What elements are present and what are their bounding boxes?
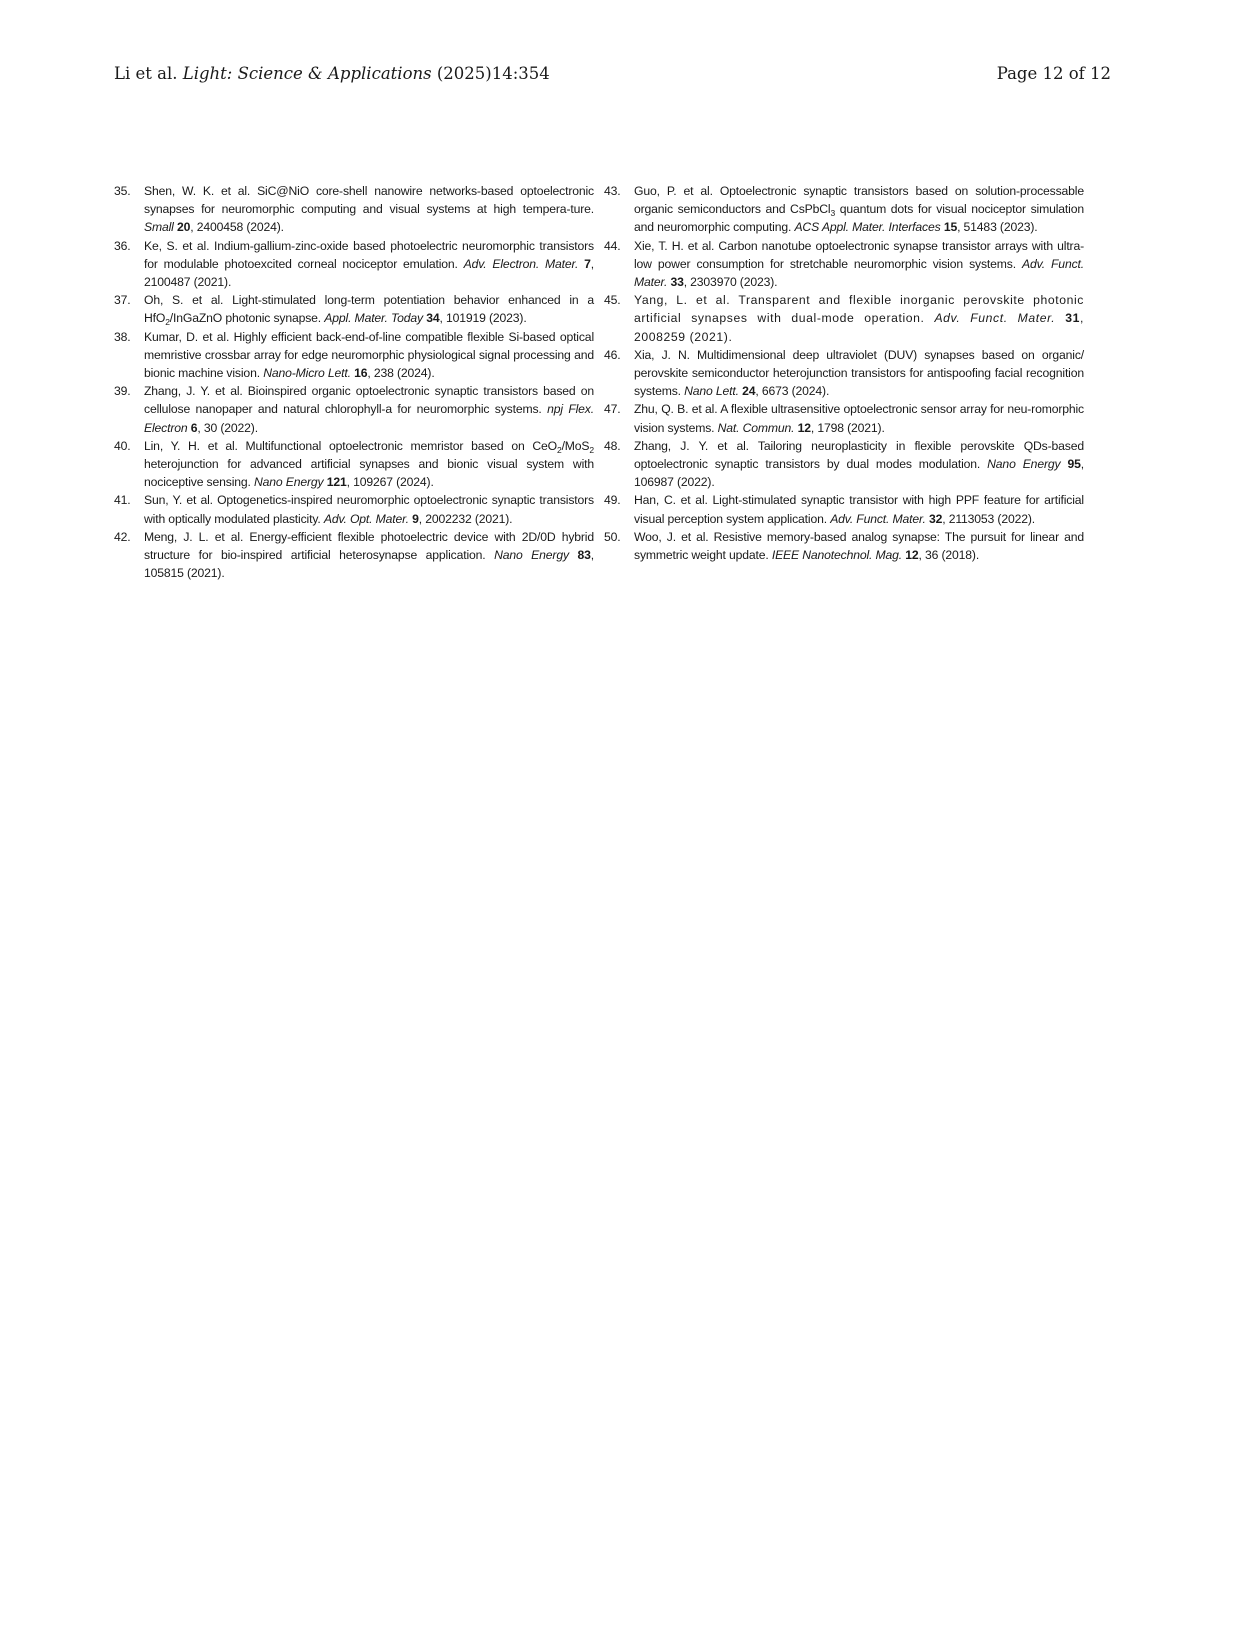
- running-title: [114, 64, 550, 83]
- reference-text: Xie, T. H. et al. Carbon nanotube optoelectronic synapse transistor arrays with ultra-low power consumption for stretchable neuromorphic vision systems. Adv. Funct. Mater. 33, 2303970 (2023).: [634, 238, 1084, 290]
- reference-item: [114, 528, 594, 583]
- reference-item: [604, 182, 1084, 237]
- reference-volume: 31: [1065, 311, 1080, 326]
- reference-text: Woo, J. et al. Resistive memory-based analog synapse: The pursuit for linear and symmetric weight update. IEEE Nanotechnol. Mag. 12, 36 (2018).: [634, 529, 1084, 563]
- reference-journal: Appl. Mater. Today: [324, 311, 423, 326]
- reference-number: 50.: [604, 529, 621, 544]
- reference-item: [114, 491, 594, 527]
- reference-item: [114, 382, 594, 437]
- reference-text: Xia, J. N. Multidimensional deep ultraviolet (DUV) synapses based on organic/ perovskite semiconductor heterojunction transistors for antispoofing facial recognition systems. Nano Lett. 24, 6673 (2024).: [634, 347, 1084, 399]
- reference-item: [114, 437, 594, 492]
- reference-journal: Adv. Opt. Mater.: [323, 511, 409, 526]
- reference-volume: 95: [1067, 457, 1081, 472]
- reference-text: Guo, P. et al. Optoelectronic synaptic transistors based on solution-processable organic semiconductors and CsPbCl$_3$ quantum dots for visual nociceptor simulation and neuromorphic computing. ACS Appl. Mater. Interfaces 15, 51483 (2023).: [634, 184, 1084, 235]
- reference-item: [114, 182, 594, 237]
- references-left-column: [114, 182, 594, 582]
- reference-number: 45.: [604, 293, 621, 308]
- reference-volume: 6: [190, 420, 198, 435]
- reference-journal: npj Flex. Electron: [144, 402, 594, 435]
- reference-number: 35.: [114, 184, 131, 198]
- reference-journal: Nano Energy: [494, 548, 569, 563]
- reference-number: 38.: [114, 329, 131, 344]
- reference-number: 47.: [604, 402, 621, 417]
- reference-number: 49.: [604, 493, 621, 508]
- reference-text: Sun, Y. et al. Optogenetics-inspired neuromorphic optoelectronic synaptic transistors with optically modulated plasticity. Adv. Opt. Mater. 9, 2002232 (2021).: [144, 493, 594, 526]
- reference-volume: 33: [670, 275, 684, 290]
- reference-number: 40.: [114, 438, 131, 453]
- reference-volume: 16: [354, 366, 368, 381]
- reference-volume: 34: [426, 311, 440, 326]
- reference-number: 44.: [604, 238, 621, 253]
- reference-text: Yang, L. et al. Transparent and flexible inorganic perovskite photonic artificial synapses with dual-mode operation. Adv. Funct. Mater. 31, 2008259 (2021).: [634, 293, 1084, 344]
- page-header: [114, 64, 1111, 83]
- header-citation: (2025)14:354: [436, 64, 550, 83]
- reference-number: 42.: [114, 529, 131, 544]
- reference-text: Meng, J. L. et al. Energy-efficient flexible photoelectric device with 2D/0D hybrid structure for bio-inspired artificial heterosynapse application. Nano Energy 83, 105815 (2021).: [144, 529, 594, 581]
- reference-volume: 32: [928, 511, 943, 526]
- reference-volume: 12: [905, 548, 919, 563]
- reference-journal: Nat. Commun.: [717, 420, 795, 435]
- reference-journal: Nano Lett.: [684, 384, 739, 399]
- reference-item: [114, 328, 594, 383]
- reference-journal: IEEE Nanotechnol. Mag.: [771, 548, 903, 563]
- reference-text: Lin, Y. H. et al. Multifunctional optoelectronic memristor based on CeO$_2$/MoS$_2$ heterojunction for advanced artificial synapses and bionic visual system with nociceptive sensing. Nano Energy 121, 109267 (2024).: [144, 438, 594, 490]
- reference-text: Han, C. et al. Light-stimulated synaptic transistor with high PPF feature for artificial visual perception system application. Adv. Funct. Mater. 32, 2113053 (2022).: [634, 493, 1084, 526]
- reference-number: 41.: [114, 493, 131, 508]
- references-right-column: [604, 182, 1084, 564]
- reference-text: Shen, W. K. et al. SiC@NiO core-shell nanowire networks-based optoelectronic synapses for neuromorphic computing and visual systems at high tempera-ture. Small 20, 2400458 (2024).: [144, 184, 594, 235]
- reference-item: [604, 346, 1084, 401]
- reference-volume: 12: [797, 420, 811, 435]
- page-number: Page 12 of 12: [996, 64, 1111, 83]
- reference-item: [604, 237, 1084, 292]
- reference-item: [604, 291, 1084, 346]
- reference-journal: Adv. Funct. Mater.: [634, 256, 1084, 290]
- reference-volume: 121: [326, 475, 347, 490]
- reference-volume: 15: [943, 220, 958, 235]
- reference-volume: 7: [584, 256, 591, 271]
- reference-item: [114, 291, 594, 327]
- reference-text: Zhang, J. Y. et al. Bioinspired organic optoelectronic synaptic transistors based on cellulose nanopaper and natural chlorophyll-a for neuromorphic systems. npj Flex. Electron 6, 30 (2022).: [144, 384, 594, 435]
- reference-journal: Nano Energy: [987, 457, 1061, 472]
- reference-number: 39.: [114, 384, 131, 399]
- reference-journal: Nano-Micro Lett.: [263, 366, 351, 381]
- reference-number: 46.: [604, 347, 621, 362]
- reference-volume: 9: [412, 511, 419, 526]
- reference-journal: Adv. Funct. Mater.: [830, 511, 926, 526]
- reference-text: Kumar, D. et al. Highly efficient back-end-of-line compatible flexible Si-based optical memristive crossbar array for edge neuromorphic physiological signal processing and bionic machine vision. Nano-Micro Lett. 16, 238 (2024).: [144, 329, 594, 381]
- reference-volume: 24: [742, 384, 756, 399]
- reference-number: 36.: [114, 238, 131, 253]
- reference-volume: 20: [176, 220, 191, 235]
- reference-text: Zhang, J. Y. et al. Tailoring neuroplasticity in flexible perovskite QDs-based optoelectronic synaptic transistors by dual modes modulation. Nano Energy 95, 106987 (2022).: [634, 438, 1084, 490]
- reference-item: [114, 237, 594, 292]
- reference-number: 43.: [604, 184, 621, 198]
- reference-item: [604, 400, 1084, 436]
- reference-item: [604, 491, 1084, 527]
- reference-text: Ke, S. et al. Indium-gallium-zinc-oxide based photoelectric neuromorphic transistors for modulable photoexcited corneal nociceptor emulation. Adv. Electron. Mater. 7, 2100487 (2021).: [144, 238, 594, 290]
- reference-journal: Nano Energy: [254, 475, 324, 490]
- reference-journal: ACS Appl. Mater. Interfaces: [794, 220, 941, 235]
- reference-journal: Small: [144, 220, 174, 235]
- reference-item: [604, 528, 1084, 564]
- header-journal: Light: Science & Applications: [182, 64, 432, 83]
- reference-journal: Adv. Funct. Mater.: [934, 311, 1056, 326]
- reference-journal: Adv. Electron. Mater.: [463, 256, 579, 271]
- reference-volume: 83: [577, 548, 591, 563]
- header-authors: Li et al.: [114, 64, 178, 83]
- reference-text: Oh, S. et al. Light-stimulated long-term potentiation behavior enhanced in a HfO$_2$/InGaZnO photonic synapse. Appl. Mater. Today 34, 101919 (2023).: [144, 293, 594, 328]
- reference-number: 37.: [114, 293, 131, 308]
- reference-item: [604, 437, 1084, 492]
- reference-text: Zhu, Q. B. et al. A flexible ultrasensitive optoelectronic sensor array for neu-romorphic vision systems. Nat. Commun. 12, 1798 (2021).: [634, 402, 1084, 435]
- reference-number: 48.: [604, 438, 621, 453]
